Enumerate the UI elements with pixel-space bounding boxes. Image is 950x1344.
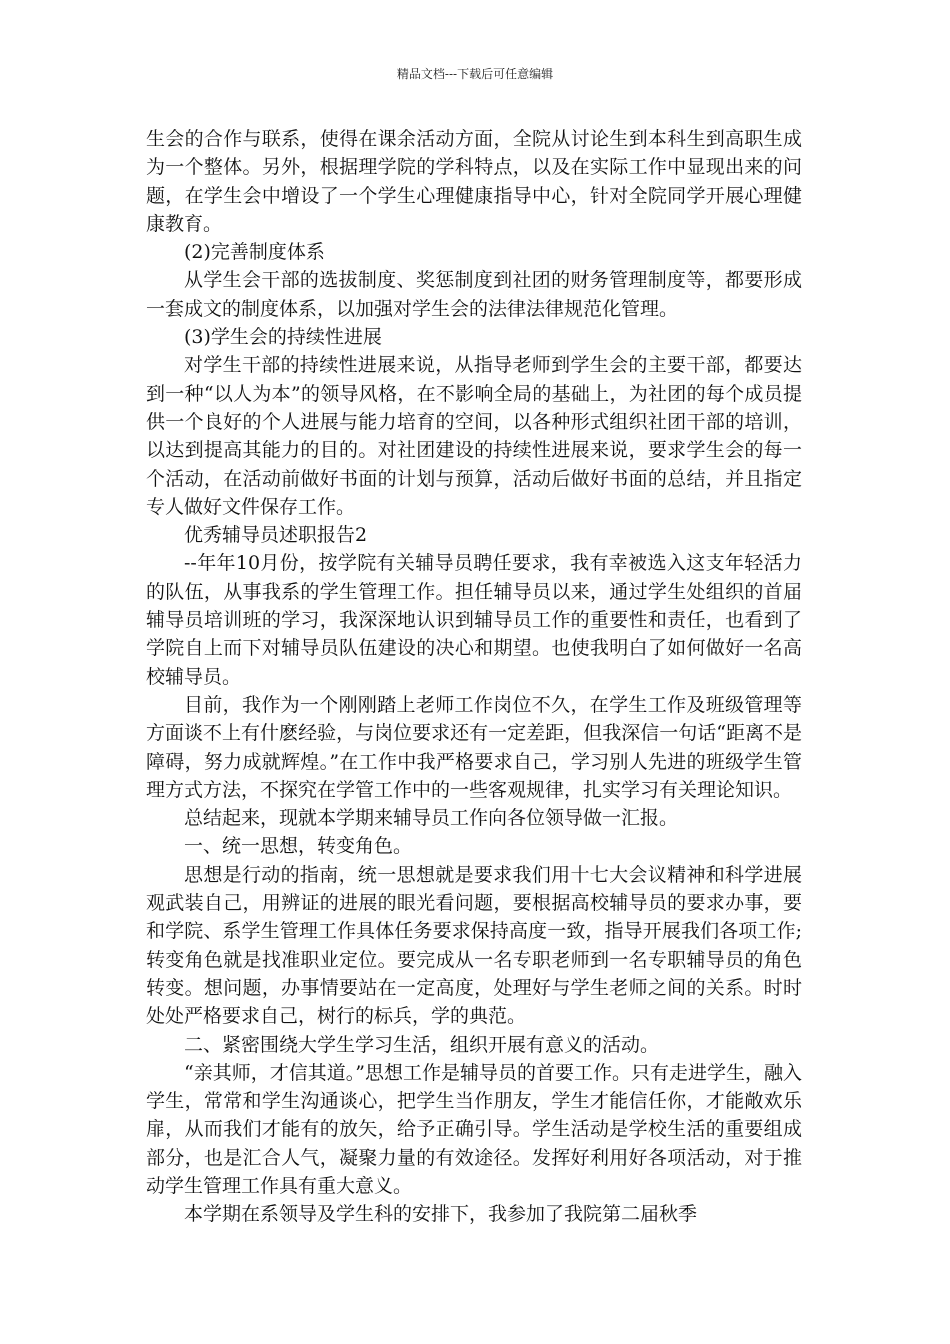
paragraph: “亲其师，才信其道。”思想工作是辅导员的首要工作。只有走进学生，融入学生，常常和学生沟通谈心，把学生当作朋友，学生才能信任你，才能敞欢乐扉，从而我们才能有的放矢，给予正确引导。学生活动是学校生活的重要组成部分，也是汇合人气，凝聚力量的有效途径。发挥好利用好各项活动，对于推动学生管理工作具有重大意义。 <box>146 1061 802 1197</box>
paragraph: 思想是行动的指南，统一思想就是要求我们用十七大会议精神和科学进展观武装自己，用辨证的进展的眼光看问题，要根据高校辅导员的要求办事，要和学院、系学生管理工作具体任务要求保持高度一致，指导开展我们各项工作;转变角色就是找准职业定位。要完成从一名专职老师到一名专职辅导员的角色转变。想问题，办事情要站在一定高度，处理好与学生老师之间的关系。时时处处严格要求自己，树行的标兵，学的典范。 <box>146 863 802 1028</box>
paragraph: 总结起来，现就本学期来辅导员工作向各位领导做一汇报。 <box>184 807 679 830</box>
section-heading: 一、统一思想，转变角色。 <box>184 835 413 858</box>
paragraph: 目前，我作为一个刚刚踏上老师工作岗位不久，在学生工作及班级管理等方面谈不上有什麽经验，与岗位要求还有一定差距，但我深信一句话“距离不是障碍，努力成就辉煌。”在工作中我严格要求自己，学习别人先进的班级学生管理方式方法，不探究在学管工作中的一些客观规律，扎实学习有关理论知识。 <box>146 693 802 801</box>
document-body <box>146 125 802 1229</box>
section-heading: (2)完善制度体系 <box>184 241 325 264</box>
paragraph: 从学生会干部的选拔制度、奖惩制度到社团的财务管理制度等，都要形成一套成文的制度体系，以加强对学生会的法律法律规范化管理。 <box>146 269 802 320</box>
page-header: 精品文档---下载后可任意编辑 <box>396 67 554 81</box>
section-heading: 二、紧密围绕大学生学习生活，组织开展有意义的活动。 <box>184 1033 660 1056</box>
paragraph: 对学生干部的持续性进展来说，从指导老师到学生会的主要干部，都要达到一种“以人为本”的领导风格，在不影响全局的基础上，为社团的每个成员提供一个良好的个人进展与能力培育的空间，以各种形式组织社团干部的培训，以达到提高其能力的目的。对社团建设的持续性进展来说，要求学生会的每一个活动，在活动前做好书面的计划与预算，活动后做好书面的总结，并且指定专人做好文件保存工作。 <box>146 354 802 518</box>
paragraph: --年年10月份，按学院有关辅导员聘任要求，我有幸被选入这支年轻活力的队伍，从事我系的学生管理工作。担任辅导员以来，通过学生处组织的首届辅导员培训班的学习，我深深地认识到辅导员工作的重要性和责任，也看到了学院自上而下对辅导员队伍建设的决心和期望。也使我明白了如何做好一名高校辅导员。 <box>146 552 802 688</box>
report-title: 优秀辅导员述职报告2 <box>184 524 368 547</box>
section-heading: (3)学生会的持续性进展 <box>184 326 382 349</box>
paragraph: 生会的合作与联系，使得在课余活动方面，全院从讨论生到本科生到高职生成为一个整体。另外，根据理学院的学科特点，以及在实际工作中显现出来的问题，在学生会中增设了一个学生心理健康指导中心，针对全院同学开展心理健康教育。 <box>146 128 802 235</box>
paragraph: 本学期在系领导及学生科的安排下，我参加了我院第二届秋季 <box>184 1203 698 1226</box>
